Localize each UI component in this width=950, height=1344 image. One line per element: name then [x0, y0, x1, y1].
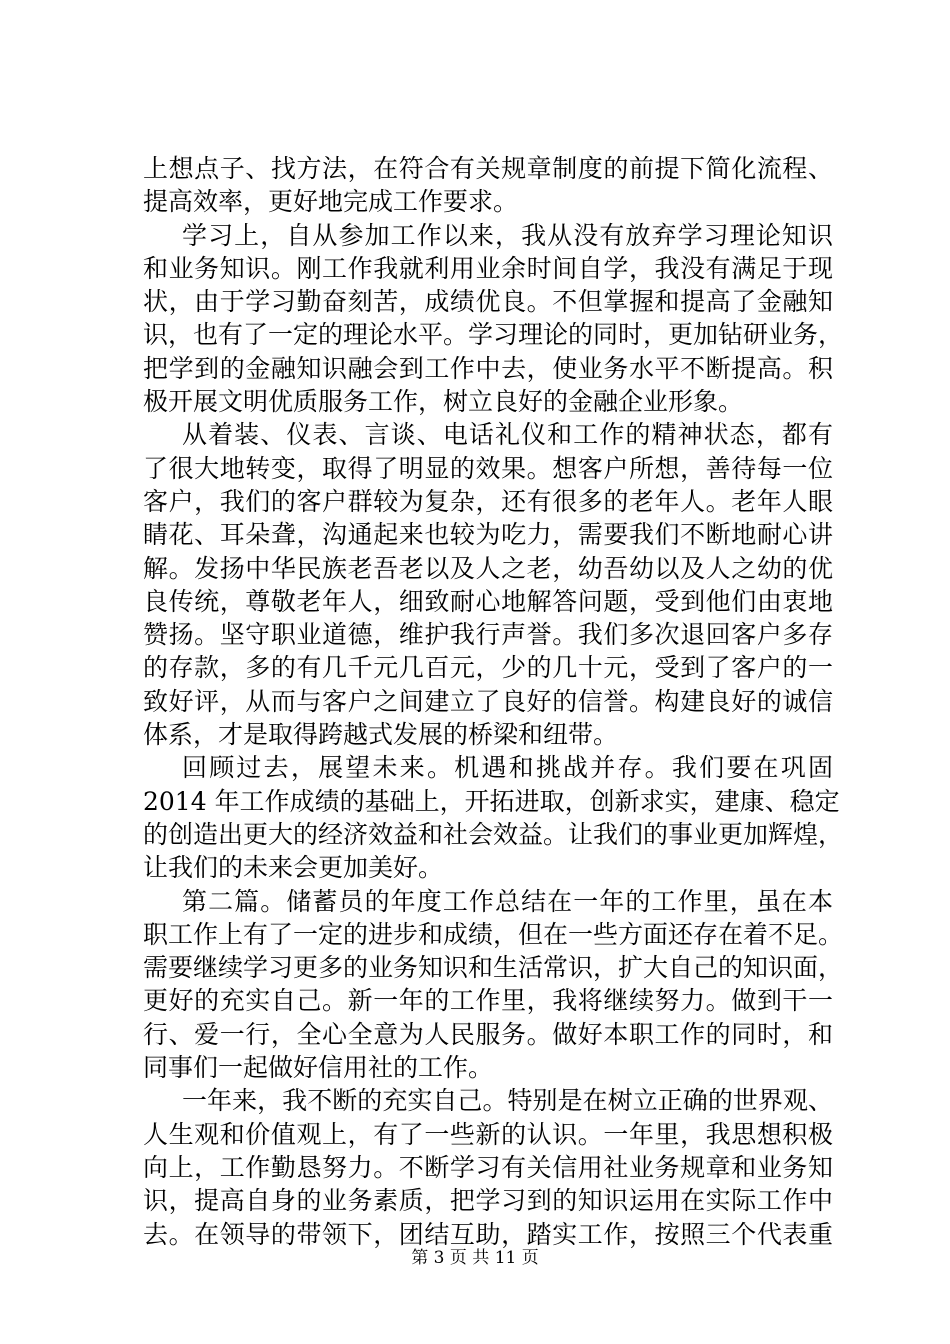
text-line: 第二篇。储蓄员的年度工作总结在一年的工作里，虽在本: [182, 886, 833, 916]
text-line: 同事们一起做好信用社的工作。: [143, 1053, 494, 1083]
text-line: 了很大地转变，取得了明显的效果。想客户所想，善待每一位: [143, 453, 833, 483]
body-text: [143, 152, 844, 1251]
text-line: 极开展文明优质服务工作，树立良好的金融企业形象。: [143, 387, 744, 417]
text-line: 状，由于学习勤奋刻苦，成绩优良。不但掌握和提高了金融知: [143, 287, 833, 317]
text-line: 赞扬。坚守职业道德，维护我行声誉。我们多次退回客户多存: [143, 620, 833, 650]
text-line: 良传统，尊敬老年人，细致耐心地解答问题，受到他们由衷地: [143, 586, 833, 616]
text-line: 体系，才是取得跨越式发展的桥梁和纽带。: [143, 720, 619, 750]
text-line: 让我们的未来会更加美好。: [143, 853, 444, 883]
text-line: 识，提高自身的业务素质，把学习到的知识运用在实际工作中: [143, 1186, 833, 1216]
text-line: 致好评，从而与客户之间建立了良好的信誉。构建良好的诚信: [143, 686, 833, 716]
text-line: 客户，我们的客户群较为复杂，还有很多的老年人。老年人眼: [143, 486, 833, 516]
text-line: 行、爱一行，全心全意为人民服务。做好本职工作的同时，和: [143, 1019, 833, 1049]
text-line: 去。在领导的带领下，团结互助，踏实工作，按照三个代表重: [143, 1219, 833, 1249]
text-line: 把学到的金融知识融会到工作中去，使业务水平不断提高。积: [143, 353, 833, 383]
page-footer: 第 3 页 共 11 页: [411, 1248, 539, 1268]
text-line: 更好的充实自己。新一年的工作里，我将继续努力。做到干一: [143, 986, 833, 1016]
text-line: 提高效率，更好地完成工作要求。: [143, 187, 519, 217]
text-line: 的创造出更大的经济效益和社会效益。让我们的事业更加辉煌，: [143, 819, 844, 849]
text-line: 的存款，多的有几千元几百元，少的几十元，受到了客户的一: [143, 653, 833, 683]
text-line: 向上，工作勤恳努力。不断学习有关信用社业务规章和业务知: [143, 1152, 833, 1182]
text-line: 2014 年工作成绩的基础上，开拓进取，创新求实，建康、稳定: [143, 786, 840, 816]
text-line: 和业务知识。刚工作我就利用业余时间自学，我没有满足于现: [143, 253, 833, 283]
text-line: 解。发扬中华民族老吾老以及人之老，幼吾幼以及人之幼的优: [143, 553, 833, 583]
text-line: 需要继续学习更多的业务知识和生活常识，扩大自己的知识面，: [143, 953, 844, 983]
text-line: 从着装、仪表、言谈、电话礼仪和工作的精神状态，都有: [182, 420, 833, 450]
text-line: 上想点子、找方法，在符合有关规章制度的前提下简化流程、: [143, 154, 833, 183]
text-line: 识，也有了一定的理论水平。学习理论的同时，更加钻研业务，: [143, 320, 844, 350]
text-line: 一年来，我不断的充实自己。特别是在树立正确的世界观、: [182, 1086, 833, 1116]
text-line: 回顾过去，展望未来。机遇和挑战并存。我们要在巩固: [182, 753, 833, 783]
text-line: 学习上，自从参加工作以来，我从没有放弃学习理论知识: [182, 220, 833, 250]
text-line: 睛花、耳朵聋，沟通起来也较为吃力，需要我们不断地耐心讲: [143, 520, 833, 550]
text-line: 人生观和价值观上，有了一些新的认识。一年里，我思想积极: [143, 1119, 833, 1149]
text-line: 职工作上有了一定的进步和成绩，但在一些方面还存在着不足。: [143, 919, 844, 949]
